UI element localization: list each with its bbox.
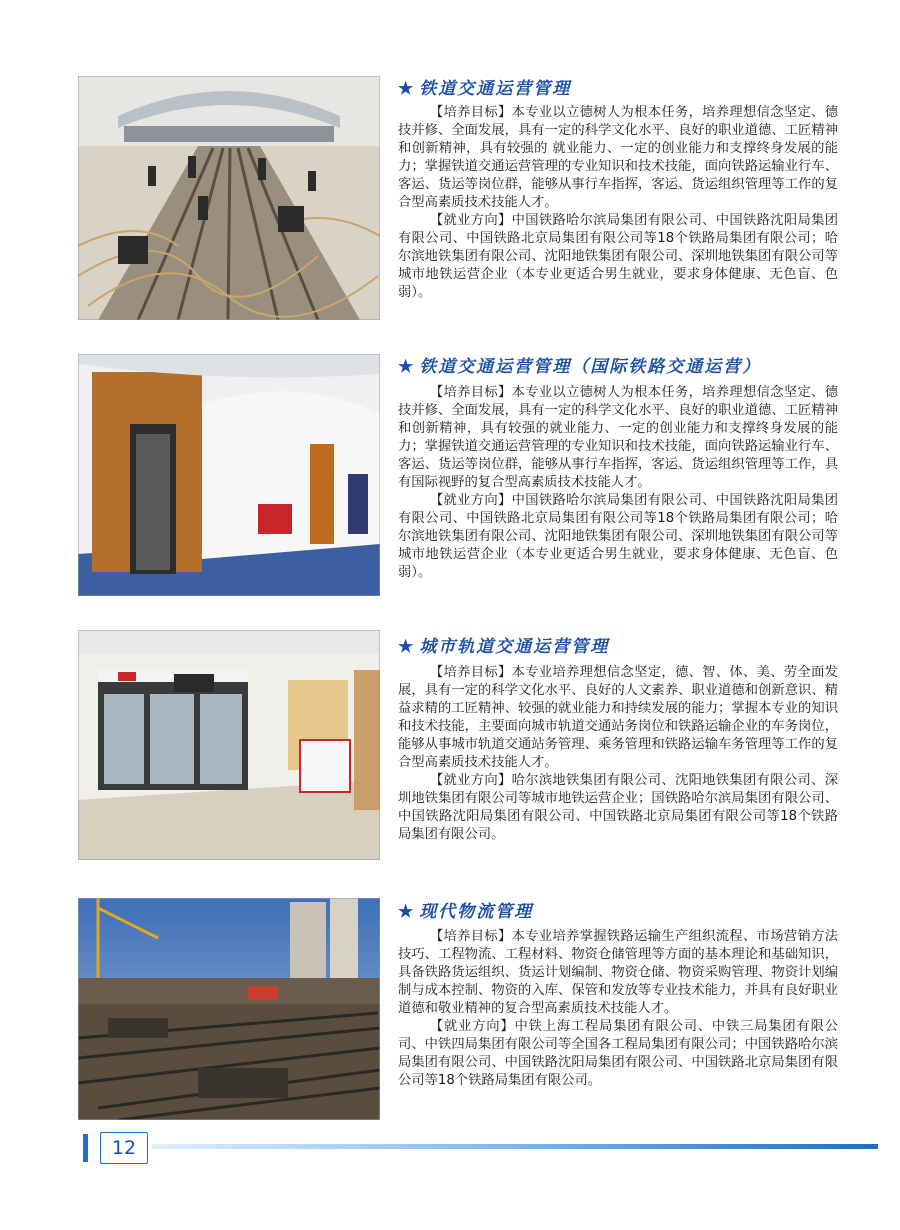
section-body bbox=[398, 104, 838, 302]
section-title: ★ 铁道交通运营管理（国际铁路交通运营） bbox=[398, 357, 762, 377]
employment-text: 【就业方向】中铁上海工程局集团有限公司、中铁三局集团有限公司、中铁四局集团有限公司等全国各工程局集团有限公司；中国铁路哈尔滨局集团有限公司、中国铁路沈阳局集团有限公司、中国铁路北京局集团有限公司等18个铁路局集团有限公司。 bbox=[398, 1019, 838, 1088]
section-body bbox=[398, 928, 838, 1090]
star-icon: ★ bbox=[398, 902, 416, 922]
training-goal-text: 【培养目标】本专业培养掌握铁路运输生产组织流程、市场营销方法技巧、工程物流、工程材料、物资仓储管理等方面的基本理论和基础知识，具备铁路货运组织、货运计划编制、物资仓储、物资采购管理、物资计划编制与成本控制、物资的入库、保管和发放等专业技术能力，并具有良好职业道德和敬业精神的复合型高素质技术技能人才。 bbox=[398, 929, 838, 1016]
page-number: 12 bbox=[100, 1132, 148, 1164]
section-title: ★ 铁道交通运营管理 bbox=[398, 79, 572, 99]
section-title: ★ 现代物流管理 bbox=[398, 902, 534, 922]
page-footer bbox=[0, 1128, 900, 1168]
train-cabin-classroom-photo bbox=[78, 354, 380, 596]
platform-screen-door-photo bbox=[78, 630, 380, 860]
employment-text: 【就业方向】中国铁路哈尔滨局集团有限公司、中国铁路沈阳局集团有限公司、中国铁路北京局集团有限公司等18个铁路局集团有限公司；哈尔滨地铁集团有限公司、沈阳地铁集团有限公司、深圳地铁集团有限公司等城市地铁运营企业（本专业更适合男生就业，要求身体健康、无色盲、色弱）。 bbox=[398, 493, 838, 580]
section-title: ★ 城市轨道交通运营管理 bbox=[398, 637, 610, 657]
material-yard-photo bbox=[78, 898, 380, 1120]
employment-text: 【就业方向】哈尔滨地铁集团有限公司、沈阳地铁集团有限公司、深圳地铁集团有限公司等城市地铁运营企业；国铁路哈尔滨局集团有限公司、中国铁路沈阳局集团有限公司、中国铁路北京局集团有限公司等18个铁路局集团有限公司。 bbox=[398, 773, 838, 842]
star-icon: ★ bbox=[398, 357, 416, 377]
railway-sandtable-photo bbox=[78, 76, 380, 320]
star-icon: ★ bbox=[398, 79, 416, 99]
section-body bbox=[398, 664, 838, 844]
training-goal-text: 【培养目标】本专业以立德树人为根本任务，培养理想信念坚定、德技并修、全面发展，具有一定的科学文化水平、良好的职业道德、工匠精神和创新精神，具有较强的 就业能力、一定的创业能力和支撑终身发展的能力；掌握铁道交通运营管理的专业知识和技术技能，面向铁路运输业行车、客运、货运等岗位群，能够从事行车指挥，客运、货运组织管理等工作的复合型高素质技术技能人才。 bbox=[398, 105, 838, 210]
training-goal-text: 【培养目标】本专业以立德树人为根本任务，培养理想信念坚定、德技并修、全面发展，具有一定的科学文化水平、良好的职业道德、工匠精神和创新精神，具有较强的就业能力、一定的创业能力和支撑终身发展的能力；掌握铁道交通运营管理的专业知识和技术技能，面向铁路运输业行车、客运、货运等岗位群，能够从事行车指挥，客运、货运组织管理等工作，具有国际视野的复合型高素质技术技能人才。 bbox=[398, 385, 838, 490]
footer-accent-bar bbox=[83, 1134, 88, 1162]
star-icon: ★ bbox=[398, 637, 416, 657]
employment-text: 【就业方向】中国铁路哈尔滨局集团有限公司、中国铁路沈阳局集团有限公司、中国铁路北京局集团有限公司等18个铁路局集团有限公司；哈尔滨地铁集团有限公司、沈阳地铁集团有限公司、深圳地铁集团有限公司等城市地铁运营企业（本专业更适合男生就业，要求身体健康、无色盲、色弱）。 bbox=[398, 213, 838, 300]
footer-gradient-stripe bbox=[152, 1144, 878, 1149]
training-goal-text: 【培养目标】本专业培养理想信念坚定，德、智、体、美、劳全面发展，具有一定的科学文化水平、良好的人文素养、职业道德和创新意识、精益求精的工匠精神、较强的就业能力和持续发展的能力；掌握本专业的知识和技术技能，主要面向城市轨道交通站务岗位和铁路运输企业的车务岗位，能够从事城市轨道交通站务管理、乘务管理和铁路运输车务管理等工作的复合型高素质技术技能人才。 bbox=[398, 665, 838, 770]
section-body bbox=[398, 384, 838, 582]
